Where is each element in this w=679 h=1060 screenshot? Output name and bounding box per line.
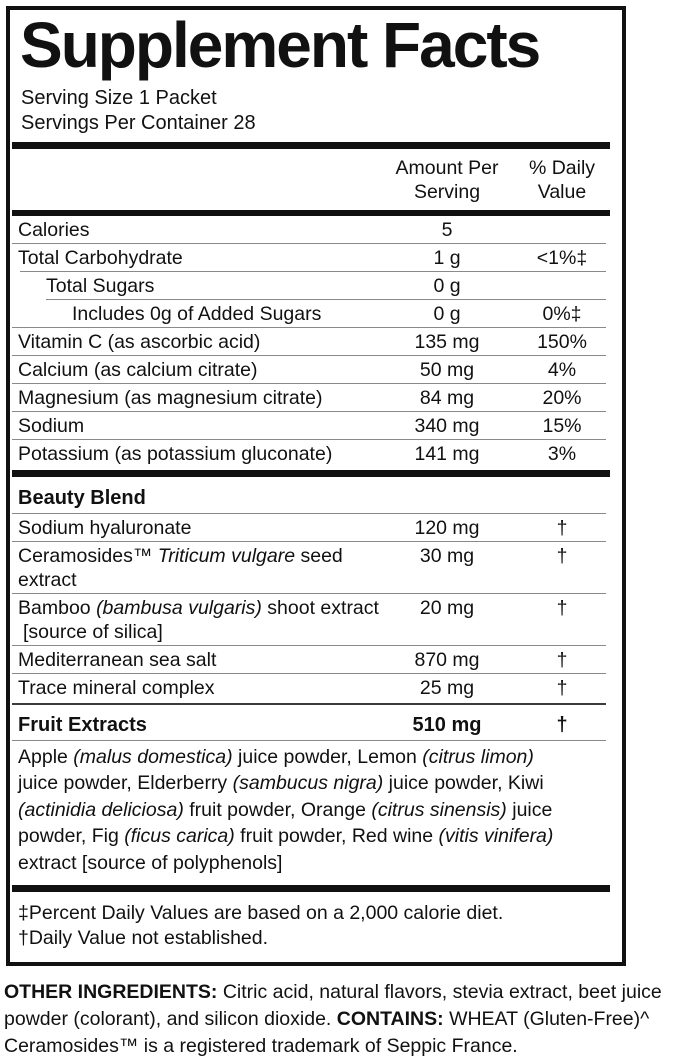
section-row	[10, 706, 622, 740]
panel-title: Supplement Facts	[20, 9, 540, 81]
serving-size: Serving Size 1 Packet	[21, 86, 217, 109]
row-name-line1	[18, 274, 382, 298]
row-daily-value: †	[556, 544, 568, 567]
row-amount: 340 mg	[414, 414, 480, 437]
text-segment: Beauty Blend	[18, 486, 146, 509]
row-name	[18, 442, 382, 466]
facts-row	[10, 674, 622, 701]
text-segment: shoot extract	[261, 596, 379, 619]
row-amount: 30 mg	[419, 544, 475, 567]
facts-row	[10, 440, 622, 467]
facts-row	[10, 300, 622, 327]
row-amount: 120 mg	[414, 516, 480, 539]
row-name-line1	[18, 713, 382, 737]
text-segment: Includes 0g of Added Sugars	[72, 302, 322, 325]
column-dv-line2: Value	[537, 180, 587, 203]
row-daily-value: 20%	[542, 386, 582, 409]
row-daily-value: †	[556, 516, 568, 539]
text-segment: (malus domestica)	[73, 745, 233, 768]
other-ingredients-section	[4, 979, 677, 1060]
column-headers	[10, 149, 622, 206]
text-segment: Ceramosides™	[18, 544, 158, 567]
panel-header	[10, 10, 622, 136]
row-name	[18, 330, 382, 354]
row-daily-value: 4%	[547, 358, 577, 381]
text-segment: Apple	[18, 745, 74, 768]
row-name-line1	[18, 330, 382, 354]
text-segment: Sodium hyaluronate	[18, 516, 192, 539]
column-spacer	[18, 156, 382, 204]
footnotes	[10, 894, 622, 962]
text-segment: (ficus carica)	[124, 825, 235, 848]
row-amount: 135 mg	[414, 330, 480, 353]
thick-bar	[12, 142, 610, 149]
column-amount-line2: Serving	[413, 180, 481, 203]
row-name	[18, 246, 382, 270]
row-name	[18, 386, 382, 410]
row-name	[18, 486, 382, 510]
facts-row	[10, 328, 622, 355]
row-amount: 5	[441, 218, 453, 241]
row-name	[18, 414, 382, 438]
row-name	[18, 358, 382, 382]
text-segment: Potassium (as potassium gluconate)	[18, 442, 333, 465]
row-name-line1	[18, 544, 382, 592]
column-amount-per-serving	[382, 156, 512, 204]
text-segment: Bamboo	[18, 596, 97, 619]
row-amount: 25 mg	[419, 676, 475, 699]
text-segment: fruit powder, Red wine	[234, 825, 439, 848]
text-segment: juice powder, Elderberry	[18, 772, 233, 795]
text-segment: Fruit Extracts	[18, 713, 147, 736]
footnote-dv-not-established: †Daily Value not established.	[18, 927, 269, 950]
text-segment: (sambucus nigra)	[232, 772, 384, 795]
row-amount: 510 mg	[412, 713, 482, 736]
text-segment: Total Carbohydrate	[18, 246, 183, 269]
text-segment: (bambusa vulgaris)	[96, 596, 262, 619]
facts-row	[10, 594, 622, 645]
column-daily-value	[512, 156, 612, 204]
row-name-line2: [source of silica]	[23, 620, 163, 643]
row-daily-value: 3%	[547, 442, 577, 465]
text-segment: Mediterranean sea salt	[18, 648, 217, 671]
row-amount: 141 mg	[414, 442, 480, 465]
row-name	[18, 648, 382, 672]
text-segment: Total Sugars	[46, 274, 155, 297]
row-name-line1	[18, 596, 382, 620]
text-segment: (citrus limon)	[422, 745, 534, 768]
row-amount: 1 g	[433, 246, 461, 269]
facts-row	[10, 646, 622, 673]
row-daily-value: †	[556, 648, 568, 671]
row-daily-value: †	[556, 713, 568, 736]
text-segment: juice powder, Lemon	[232, 745, 423, 768]
trademark-line: Ceramosides™ is a registered trademark of Seppic France.	[4, 1035, 518, 1058]
facts-row	[10, 216, 622, 243]
facts-row	[10, 542, 622, 593]
row-daily-value: 0%‡	[542, 302, 582, 325]
text-segment: OTHER INGREDIENTS:	[4, 981, 223, 1004]
other-ingredients-text	[4, 979, 677, 1033]
text-segment: Trace mineral complex	[18, 676, 215, 699]
section-row	[10, 479, 622, 513]
text-segment: Sodium	[18, 414, 85, 437]
text-segment: juice powder, Kiwi	[383, 772, 544, 795]
row-daily-value: 150%	[537, 330, 587, 353]
row-name-line1	[18, 302, 382, 326]
row-name	[18, 713, 382, 737]
text-segment: WHEAT (Gluten-Free)^	[449, 1008, 650, 1031]
divider	[12, 703, 606, 705]
facts-rows	[10, 216, 622, 741]
text-segment: juice powder, Fig	[18, 798, 553, 848]
row-amount: 0 g	[433, 302, 461, 325]
row-name	[18, 676, 382, 700]
row-name	[18, 218, 382, 242]
servings-per-container: Servings Per Container 28	[21, 111, 256, 134]
row-name-line1	[18, 516, 382, 540]
thick-bar	[12, 885, 610, 892]
row-name-line1	[18, 414, 382, 438]
serving-info	[20, 86, 614, 136]
row-name-line1	[18, 218, 382, 242]
facts-row	[10, 244, 622, 271]
row-name	[18, 274, 382, 298]
column-amount-line1: Amount Per	[395, 156, 499, 179]
footnote-daily-values: ‡Percent Daily Values are based on a 2,000 calorie diet.	[18, 902, 504, 925]
row-daily-value: †	[556, 676, 568, 699]
row-amount: 50 mg	[419, 358, 475, 381]
row-amount: 84 mg	[419, 386, 475, 409]
row-name	[18, 544, 382, 592]
row-name-line1	[18, 358, 382, 382]
row-name-line1	[18, 442, 382, 466]
text-segment: seed extract	[18, 544, 343, 591]
fruit-extracts-description	[10, 741, 570, 883]
text-segment: extract [source of polyphenols]	[18, 851, 283, 874]
row-name	[18, 596, 382, 644]
text-segment: (citrus sinensis)	[371, 798, 507, 821]
text-segment: Calcium (as calcium citrate)	[18, 358, 258, 381]
column-dv-line1: % Daily	[528, 156, 596, 179]
text-segment: (actinidia deliciosa)	[18, 798, 184, 821]
row-amount: 20 mg	[419, 596, 475, 619]
facts-row	[10, 384, 622, 411]
row-daily-value: †	[556, 596, 568, 619]
text-segment: Magnesium (as magnesium citrate)	[18, 386, 323, 409]
row-name	[18, 516, 382, 540]
row-name	[18, 302, 382, 326]
text-segment: fruit powder, Orange	[183, 798, 372, 821]
text-segment: Vitamin C (as ascorbic acid)	[18, 330, 261, 353]
row-name-line1	[18, 676, 382, 700]
row-amount: 870 mg	[414, 648, 480, 671]
row-name-line1	[18, 486, 382, 510]
facts-row	[10, 514, 622, 541]
facts-row	[10, 272, 622, 299]
text-segment: CONTAINS:	[336, 1008, 450, 1031]
row-name-line1	[18, 648, 382, 672]
row-amount: 0 g	[433, 274, 461, 297]
text-segment: Calories	[18, 218, 90, 241]
row-daily-value: <1%‡	[536, 246, 588, 269]
text-segment: (vitis vinifera)	[438, 825, 554, 848]
row-name-line1	[18, 246, 382, 270]
facts-row	[10, 356, 622, 383]
row-daily-value: 15%	[542, 414, 582, 437]
thick-bar	[12, 470, 610, 477]
row-name-line1	[18, 386, 382, 410]
text-segment: Triticum vulgare	[157, 544, 296, 567]
facts-row	[10, 412, 622, 439]
supplement-facts-panel	[6, 6, 626, 966]
text-segment: Citric acid, natural flavors, stevia extract, beet juice powder (colorant), and silicon dioxide.	[4, 981, 662, 1031]
